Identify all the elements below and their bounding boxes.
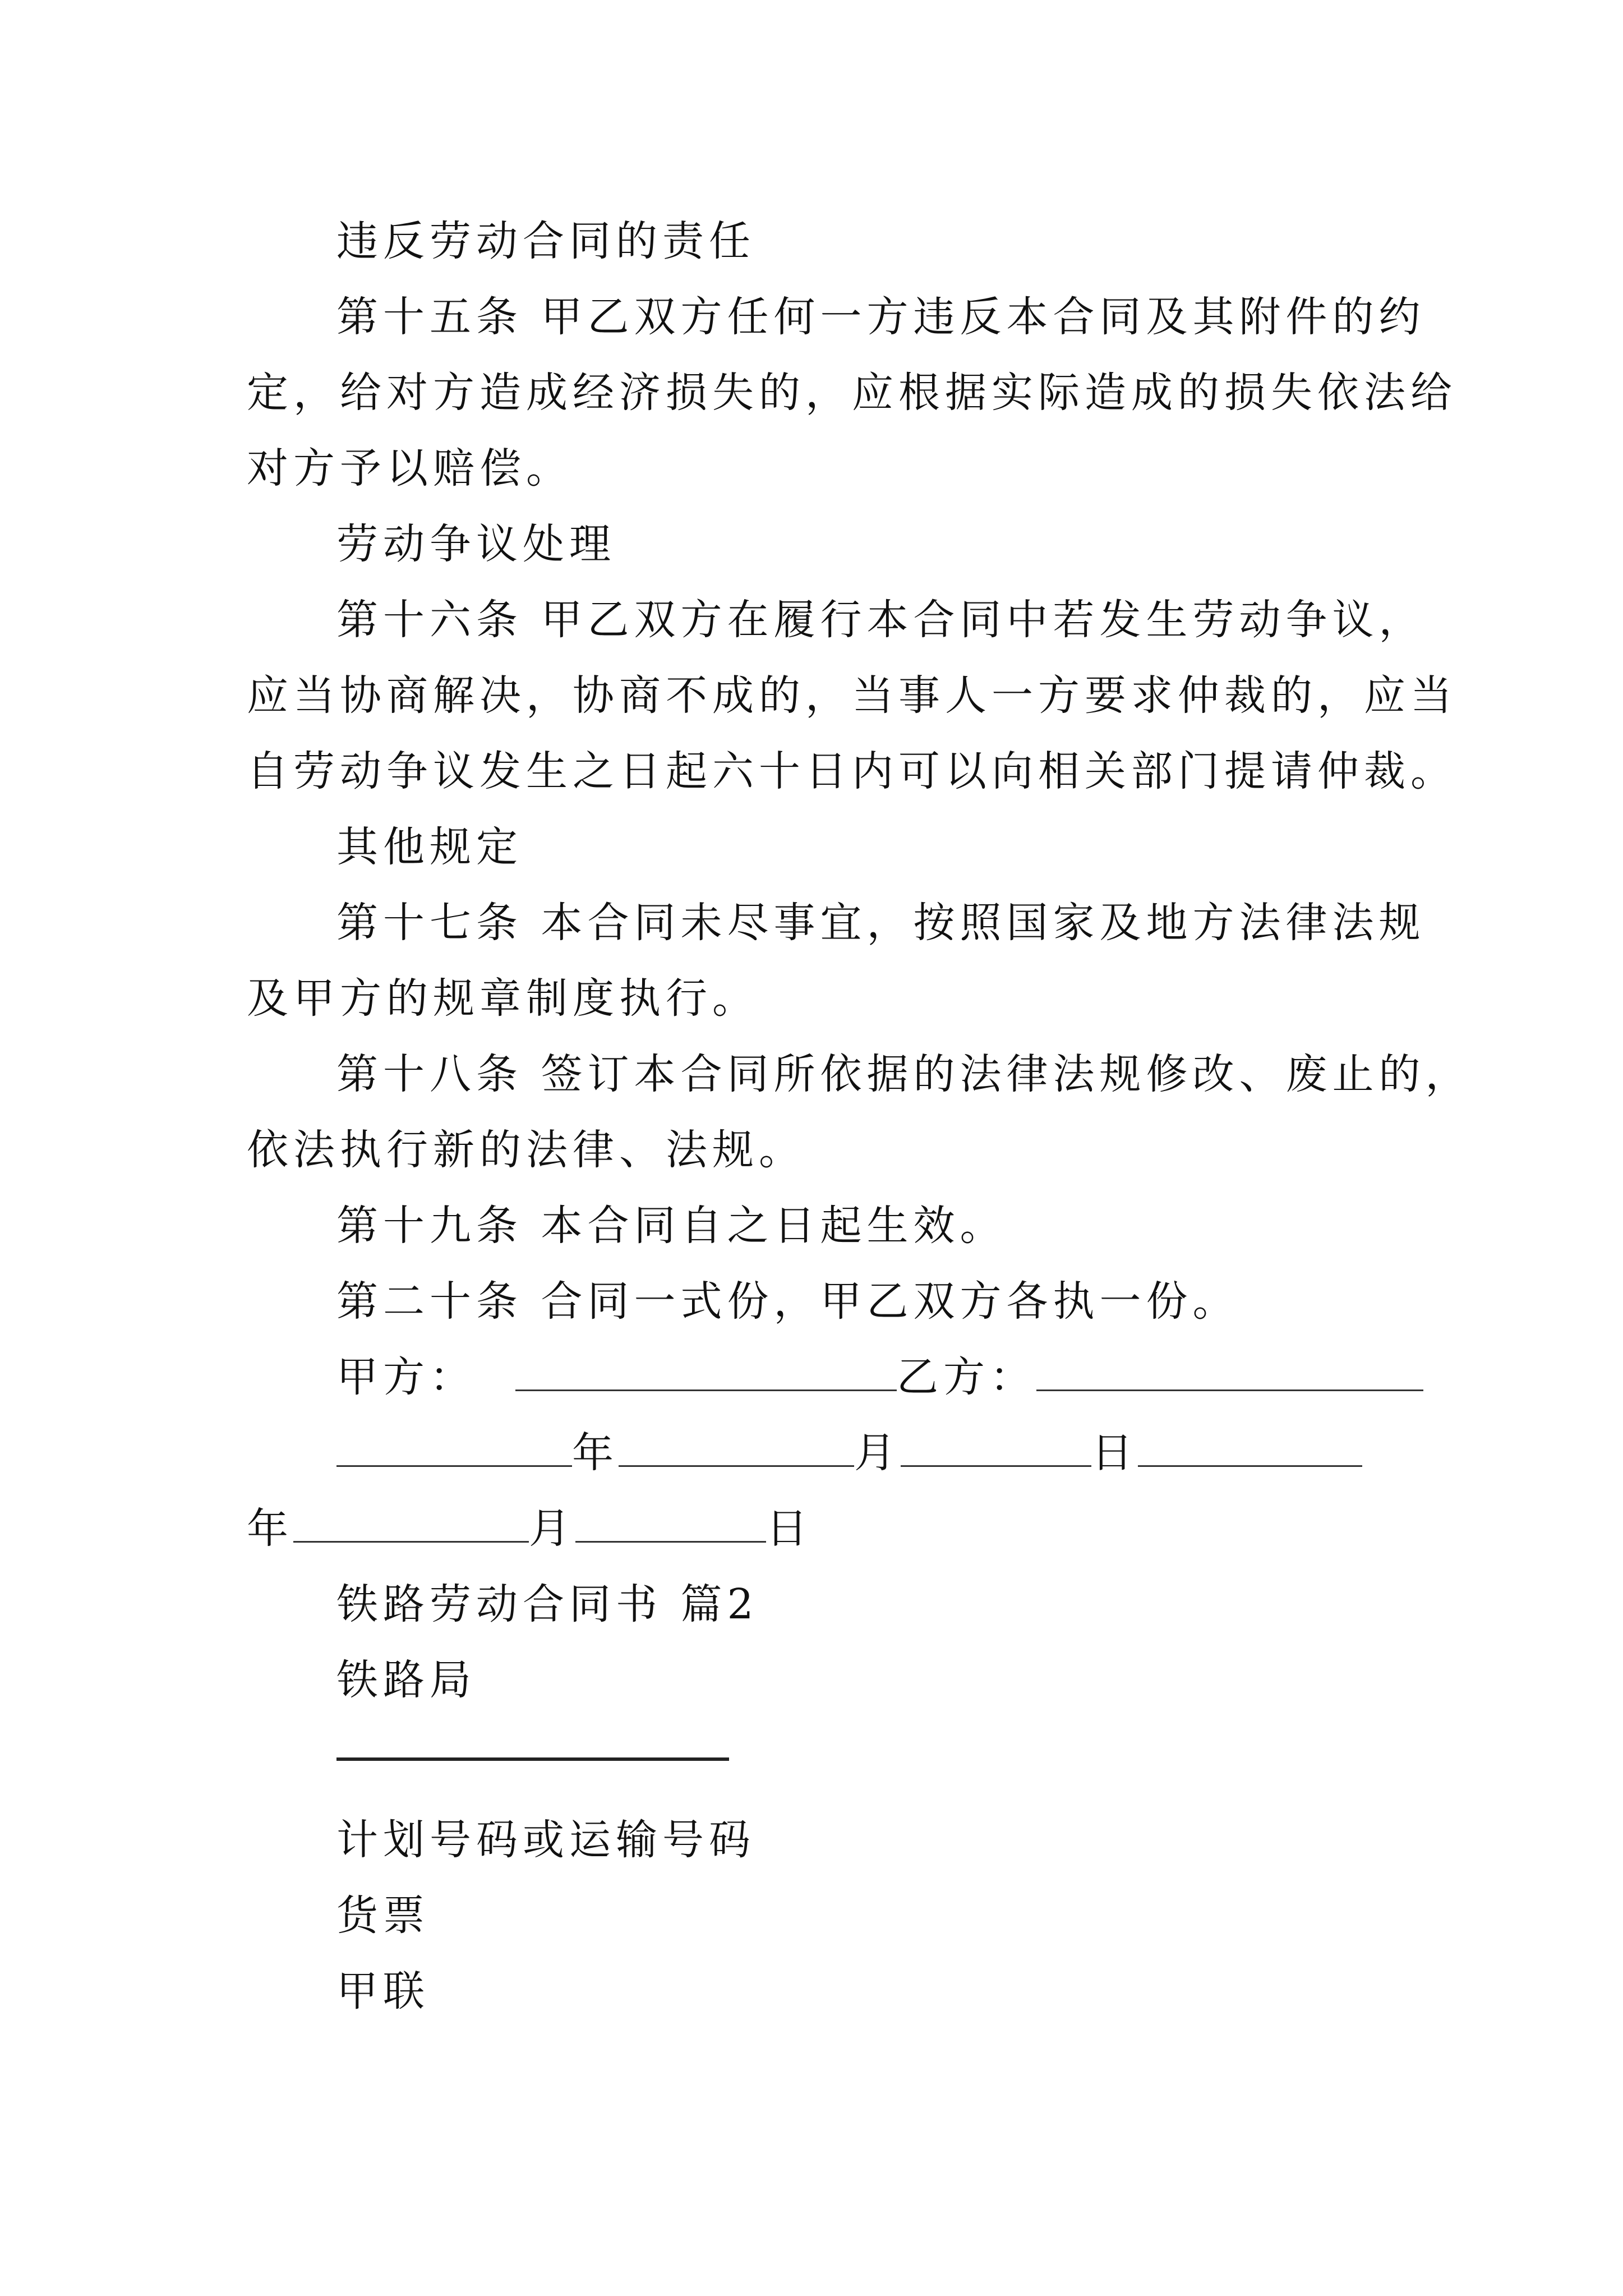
day-blank-a: [901, 1428, 1091, 1467]
party-a-blank: [515, 1352, 897, 1391]
party-b-label: 乙方：: [897, 1353, 1036, 1401]
section-heading-liability: 违反劳动合同的责任: [336, 217, 755, 265]
article-15-line-3: 对方予以赔偿。: [247, 444, 573, 493]
article-16-line-2: 应当协商解决，协商不成的，当事人一方要求仲裁的，应当: [247, 671, 1457, 720]
month-label-a: 月: [854, 1429, 901, 1477]
year-blank-b: [1138, 1428, 1362, 1467]
signature-date-row-2: [247, 1503, 1391, 1554]
freight-ticket-label: 货票: [336, 1892, 430, 1940]
article-15-line-2: 定，给对方造成经济损失的，应根据实际造成的损失依法给: [247, 369, 1457, 417]
day-label-b: 日: [766, 1504, 813, 1553]
section-heading-other: 其他规定: [336, 823, 523, 871]
copy-a-label: 甲联: [336, 1967, 430, 2016]
part-2-title: 铁路劳动合同书 篇2: [336, 1580, 759, 1628]
article-18-line-2: 依法执行新的法律、法规。: [247, 1126, 805, 1174]
month-blank-a: [619, 1428, 854, 1467]
railway-bureau-label: 铁路局: [336, 1656, 476, 1704]
article-16-line-1: 第十六条 甲乙双方在履行本合同中若发生劳动争议，: [336, 596, 1426, 644]
day-blank-b: [575, 1504, 766, 1543]
article-16-line-3: 自劳动争议发生之日起六十日内可以向相关部门提请仲裁。: [247, 747, 1457, 795]
year-label-b: 年: [247, 1504, 293, 1553]
day-label-a: 日: [1091, 1429, 1138, 1477]
article-18-line-1: 第十八条 签订本合同所依据的法律法规修改、废止的，: [336, 1050, 1472, 1098]
section-heading-dispute: 劳动争议处理: [336, 520, 616, 568]
article-19: 第十九条 本合同自之日起生效。: [336, 1202, 1007, 1250]
article-15-line-1: 第十五条 甲乙双方任何一方违反本合同及其附件的约: [336, 293, 1426, 341]
year-blank-a: [336, 1428, 572, 1467]
article-17-line-1: 第十七条 本合同未尽事宜，按照国家及地方法律法规: [336, 899, 1426, 947]
month-blank-b: [293, 1504, 529, 1543]
month-label-b: 月: [529, 1504, 575, 1553]
article-17-line-2: 及甲方的规章制度执行。: [247, 974, 759, 1023]
signature-date-row-1: [336, 1428, 1391, 1478]
plan-number-label: 计划号码或运输号码: [336, 1816, 755, 1864]
party-b-blank: [1036, 1352, 1423, 1391]
dash-rule: [336, 1757, 729, 1761]
signature-parties-row: [336, 1352, 1391, 1402]
article-20: 第二十条 合同一式份，甲乙双方各执一份。: [336, 1277, 1239, 1326]
separator-line: [336, 1731, 1391, 1781]
year-label-a: 年: [572, 1429, 619, 1477]
party-a-label: 甲方：: [336, 1353, 476, 1401]
